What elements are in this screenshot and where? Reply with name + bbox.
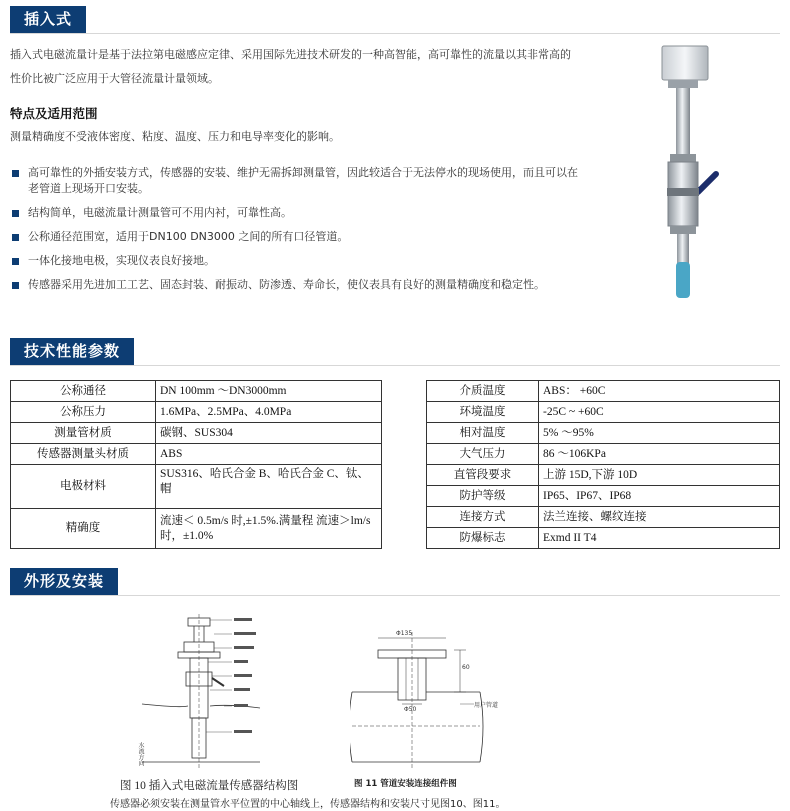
feature-item: 传感器采用先进加工工艺、固态封装、耐振动、防渗透、寿命长，使仪表具有良好的测量精确度和稳定性。 xyxy=(10,277,585,293)
table-row: 大气压力 86 ～106KPa xyxy=(427,444,780,465)
table-row: 防爆标志 Exmd II T4 xyxy=(427,528,780,549)
bullet-square-icon xyxy=(12,170,19,177)
bullet-square-icon xyxy=(12,210,19,217)
fig10-caption: 图 10 插入式电磁流量传感器结构图 xyxy=(120,780,299,792)
bullet-square-icon xyxy=(12,234,19,241)
table-row: 公称通径 DN 100mm ～DN3000mm xyxy=(11,381,382,402)
feature-list xyxy=(10,165,585,301)
dim-phi50: Φ50 xyxy=(404,706,417,713)
table-row: 传感器测量头材质 ABS xyxy=(11,444,382,465)
table-row: 环境温度 -25C ~ +60C xyxy=(427,402,780,423)
section-divider xyxy=(10,33,780,34)
table-row: 介质温度 ABS： +60C xyxy=(427,381,780,402)
table-row: 电极材料 SUS316、哈氏合金 B、哈氏合金 C、钛、帽 xyxy=(11,465,382,509)
fig11-caption: 图 11 管道安装连接组件图 xyxy=(354,779,457,789)
section-divider xyxy=(10,365,780,366)
section-title-install: 外形及安装 xyxy=(10,568,118,596)
features-heading: 特点及适用范围 xyxy=(10,106,98,121)
section-title-insert: 插入式 xyxy=(10,6,86,34)
intro-line-2: 性价比被广泛应用于大管径流量计量领域。 xyxy=(10,72,219,85)
intro-line-1: 插入式电磁流量计是基于法拉第电磁感应定律、采用国际先进技术研发的一种高智能，高可靠性的流量以其非常高的 xyxy=(10,48,571,61)
flowmeter-product-image xyxy=(640,42,730,307)
spec-table-left xyxy=(10,380,382,549)
table-row: 防护等级 IP65、IP67、IP68 xyxy=(427,486,780,507)
table-row: 连接方式 法兰连接、螺纹连接 xyxy=(427,507,780,528)
dim-phi135: Φ135 xyxy=(396,630,413,637)
bullet-square-icon xyxy=(12,258,19,265)
table-row: 测量管材质 碳钢、SUS304 xyxy=(11,423,382,444)
features-summary: 测量精确度不受液体密度、粘度、温度、压力和电导率变化的影响。 xyxy=(10,130,340,143)
fig11-pipe-connection-drawing xyxy=(350,630,485,770)
flow-direction-label: 水流方向 xyxy=(137,742,144,766)
fig10-sensor-structure-drawing xyxy=(140,612,270,770)
section-title-tech: 技术性能参数 xyxy=(10,338,134,366)
feature-item: 一体化接地电极，实现仪表良好接地。 xyxy=(10,253,585,269)
table-row: 直管段要求 上游 15D,下游 10D xyxy=(427,465,780,486)
table-row: 公称压力 1.6MPa、2.5MPa、4.0MPa xyxy=(11,402,382,423)
user-pipe-label: 用户管道 xyxy=(474,702,499,709)
bullet-square-icon xyxy=(12,282,19,289)
section-divider xyxy=(10,595,780,596)
table-row: 相对温度 5% ～95% xyxy=(427,423,780,444)
table-row: 精确度 流速＜ 0.5m/s 时,±1.5%.满量程 流速＞lm/s 时，±1.0% xyxy=(11,509,382,549)
feature-item: 结构简单，电磁流量计测量管可不用内衬，可靠性高。 xyxy=(10,205,585,221)
feature-item: 高可靠性的外插安装方式，传感器的安装、维护无需拆卸测量管，因此较适合于无法停水的现场使用，而且可以在老管道上现场开口安装。 xyxy=(10,165,585,197)
installation-note: 传感器必须安装在测量管水平位置的中心轴线上，传感器结构和安装尺寸见图10、图11。 xyxy=(110,799,506,810)
feature-item: 公称通径范围宽，适用于DN100 DN3000 之间的所有口径管道。 xyxy=(10,229,585,245)
dim-60: 60 xyxy=(462,664,470,671)
spec-table-right xyxy=(426,380,780,549)
